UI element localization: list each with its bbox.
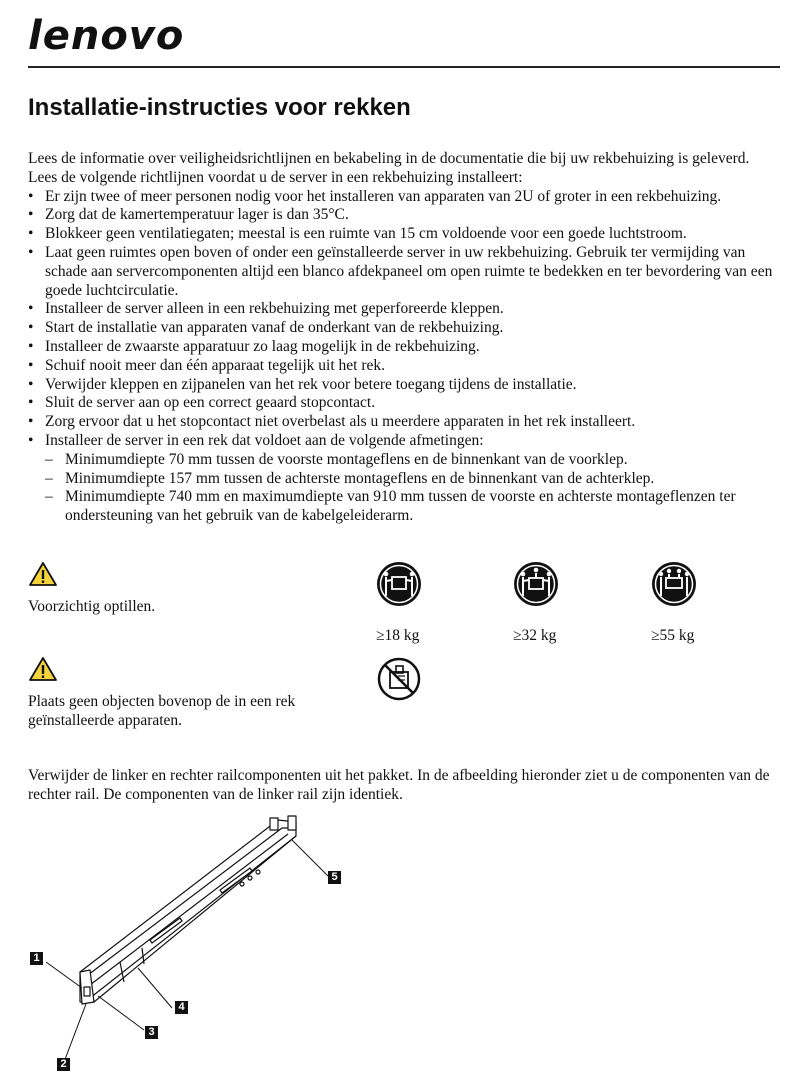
page-title: Installatie-instructies voor rekken xyxy=(28,94,411,121)
callout-5: 5 xyxy=(328,871,341,884)
guideline-item: • Zorg dat de kamertemperatuur lager is dan 35°C. xyxy=(28,206,780,225)
dimension-list xyxy=(28,451,780,526)
callout-4: 4 xyxy=(175,1001,188,1014)
weight-label: ≥32 kg xyxy=(513,627,557,644)
warning-triangle-icon xyxy=(28,561,58,587)
guideline-item: • Laat geen ruimtes open boven of onder een geïnstalleerde server in uw rekbehuizing. Gebruik ter vermijding van schade aan servercomponenten altijd een blanco afdekpaneel om open ruimte te bedekken en ter bevordering van een goede luchtcirculatie. xyxy=(28,244,780,300)
three-person-lift-icon xyxy=(513,561,559,607)
caution-lift-text: Voorzichtig optillen. xyxy=(28,598,156,615)
no-objects-on-top-icon xyxy=(376,656,422,702)
guideline-item: • Installeer de zwaarste apparatuur zo laag mogelijk in de rekbehuizing. xyxy=(28,338,780,357)
warning-triangle-icon xyxy=(28,656,58,682)
header-rule xyxy=(28,66,780,68)
guidelines-section xyxy=(28,150,780,526)
dimension-item: – Minimumdiepte 70 mm tussen de voorste montageflens en de binnenkant van de voorklep. xyxy=(28,451,780,470)
dimensions-label: Installeer de server in een rek dat voldoet aan de volgende afmetingen: xyxy=(45,431,484,449)
guideline-item-dimensions xyxy=(28,432,780,526)
weight-label: ≥18 kg xyxy=(376,627,420,644)
guideline-item: • Installeer de server alleen in een rekbehuizing met geperforeerde kleppen. xyxy=(28,300,780,319)
guideline-item: • Schuif nooit meer dan één apparaat tegelijk uit het rek. xyxy=(28,357,780,376)
guideline-item: • Zorg ervoor dat u het stopcontact niet overbelast als u meerdere apparaten in het rek installeert. xyxy=(28,413,780,432)
guideline-item: • Verwijder kleppen en zijpanelen van het rek voor betere toegang tijdens de installatie. xyxy=(28,376,780,395)
guideline-item: • Start de installatie van apparaten vanaf de onderkant van de rekbehuizing. xyxy=(28,319,780,338)
lenovo-logo: lenovo xyxy=(28,13,185,59)
dimension-item: – Minimumdiepte 157 mm tussen de achterste montageflens en de binnenkant van de achterklep. xyxy=(28,470,780,489)
callout-1: 1 xyxy=(30,952,43,965)
caution-no-objects-text: Plaats geen objecten bovenop de in een rek geïnstalleerde apparaten. xyxy=(28,693,296,729)
rail-illustration xyxy=(20,812,380,1077)
intro-paragraph: Lees de informatie over veiligheidsrichtlijnen en bekabeling in de documentatie die bij uw rekbehuizing is geleverd. Lees de volgende richtlijnen voordat u de server in een rekbehuizing installeert: xyxy=(28,150,750,186)
guideline-item: • Sluit de server aan op een correct geaard stopcontact. xyxy=(28,394,780,413)
rail-paragraph: Verwijder de linker en rechter railcomponenten uit het pakket. In de afbeelding hieronder ziet u de componenten van de rechter rail. De componenten van de linker rail zijn identiek. xyxy=(28,767,770,803)
guideline-item: • Er zijn twee of meer personen nodig voor het installeren van apparaten van 2U of groter in een rekbehuizing. xyxy=(28,188,780,207)
callout-3: 3 xyxy=(145,1026,158,1039)
weight-label: ≥55 kg xyxy=(651,627,695,644)
guideline-item: • Blokkeer geen ventilatiegaten; meestal is een ruimte van 15 cm voldoende voor een goede luchtstroom. xyxy=(28,225,780,244)
guideline-list xyxy=(28,188,780,526)
two-person-lift-icon xyxy=(376,561,422,607)
callout-2: 2 xyxy=(57,1058,70,1071)
dimension-item: – Minimumdiepte 740 mm en maximumdiepte van 910 mm tussen de voorste en achterste montageflenzen ter ondersteuning van het gebruik van de kabelgeleiderarm. xyxy=(28,488,780,526)
four-person-lift-icon xyxy=(651,561,697,607)
